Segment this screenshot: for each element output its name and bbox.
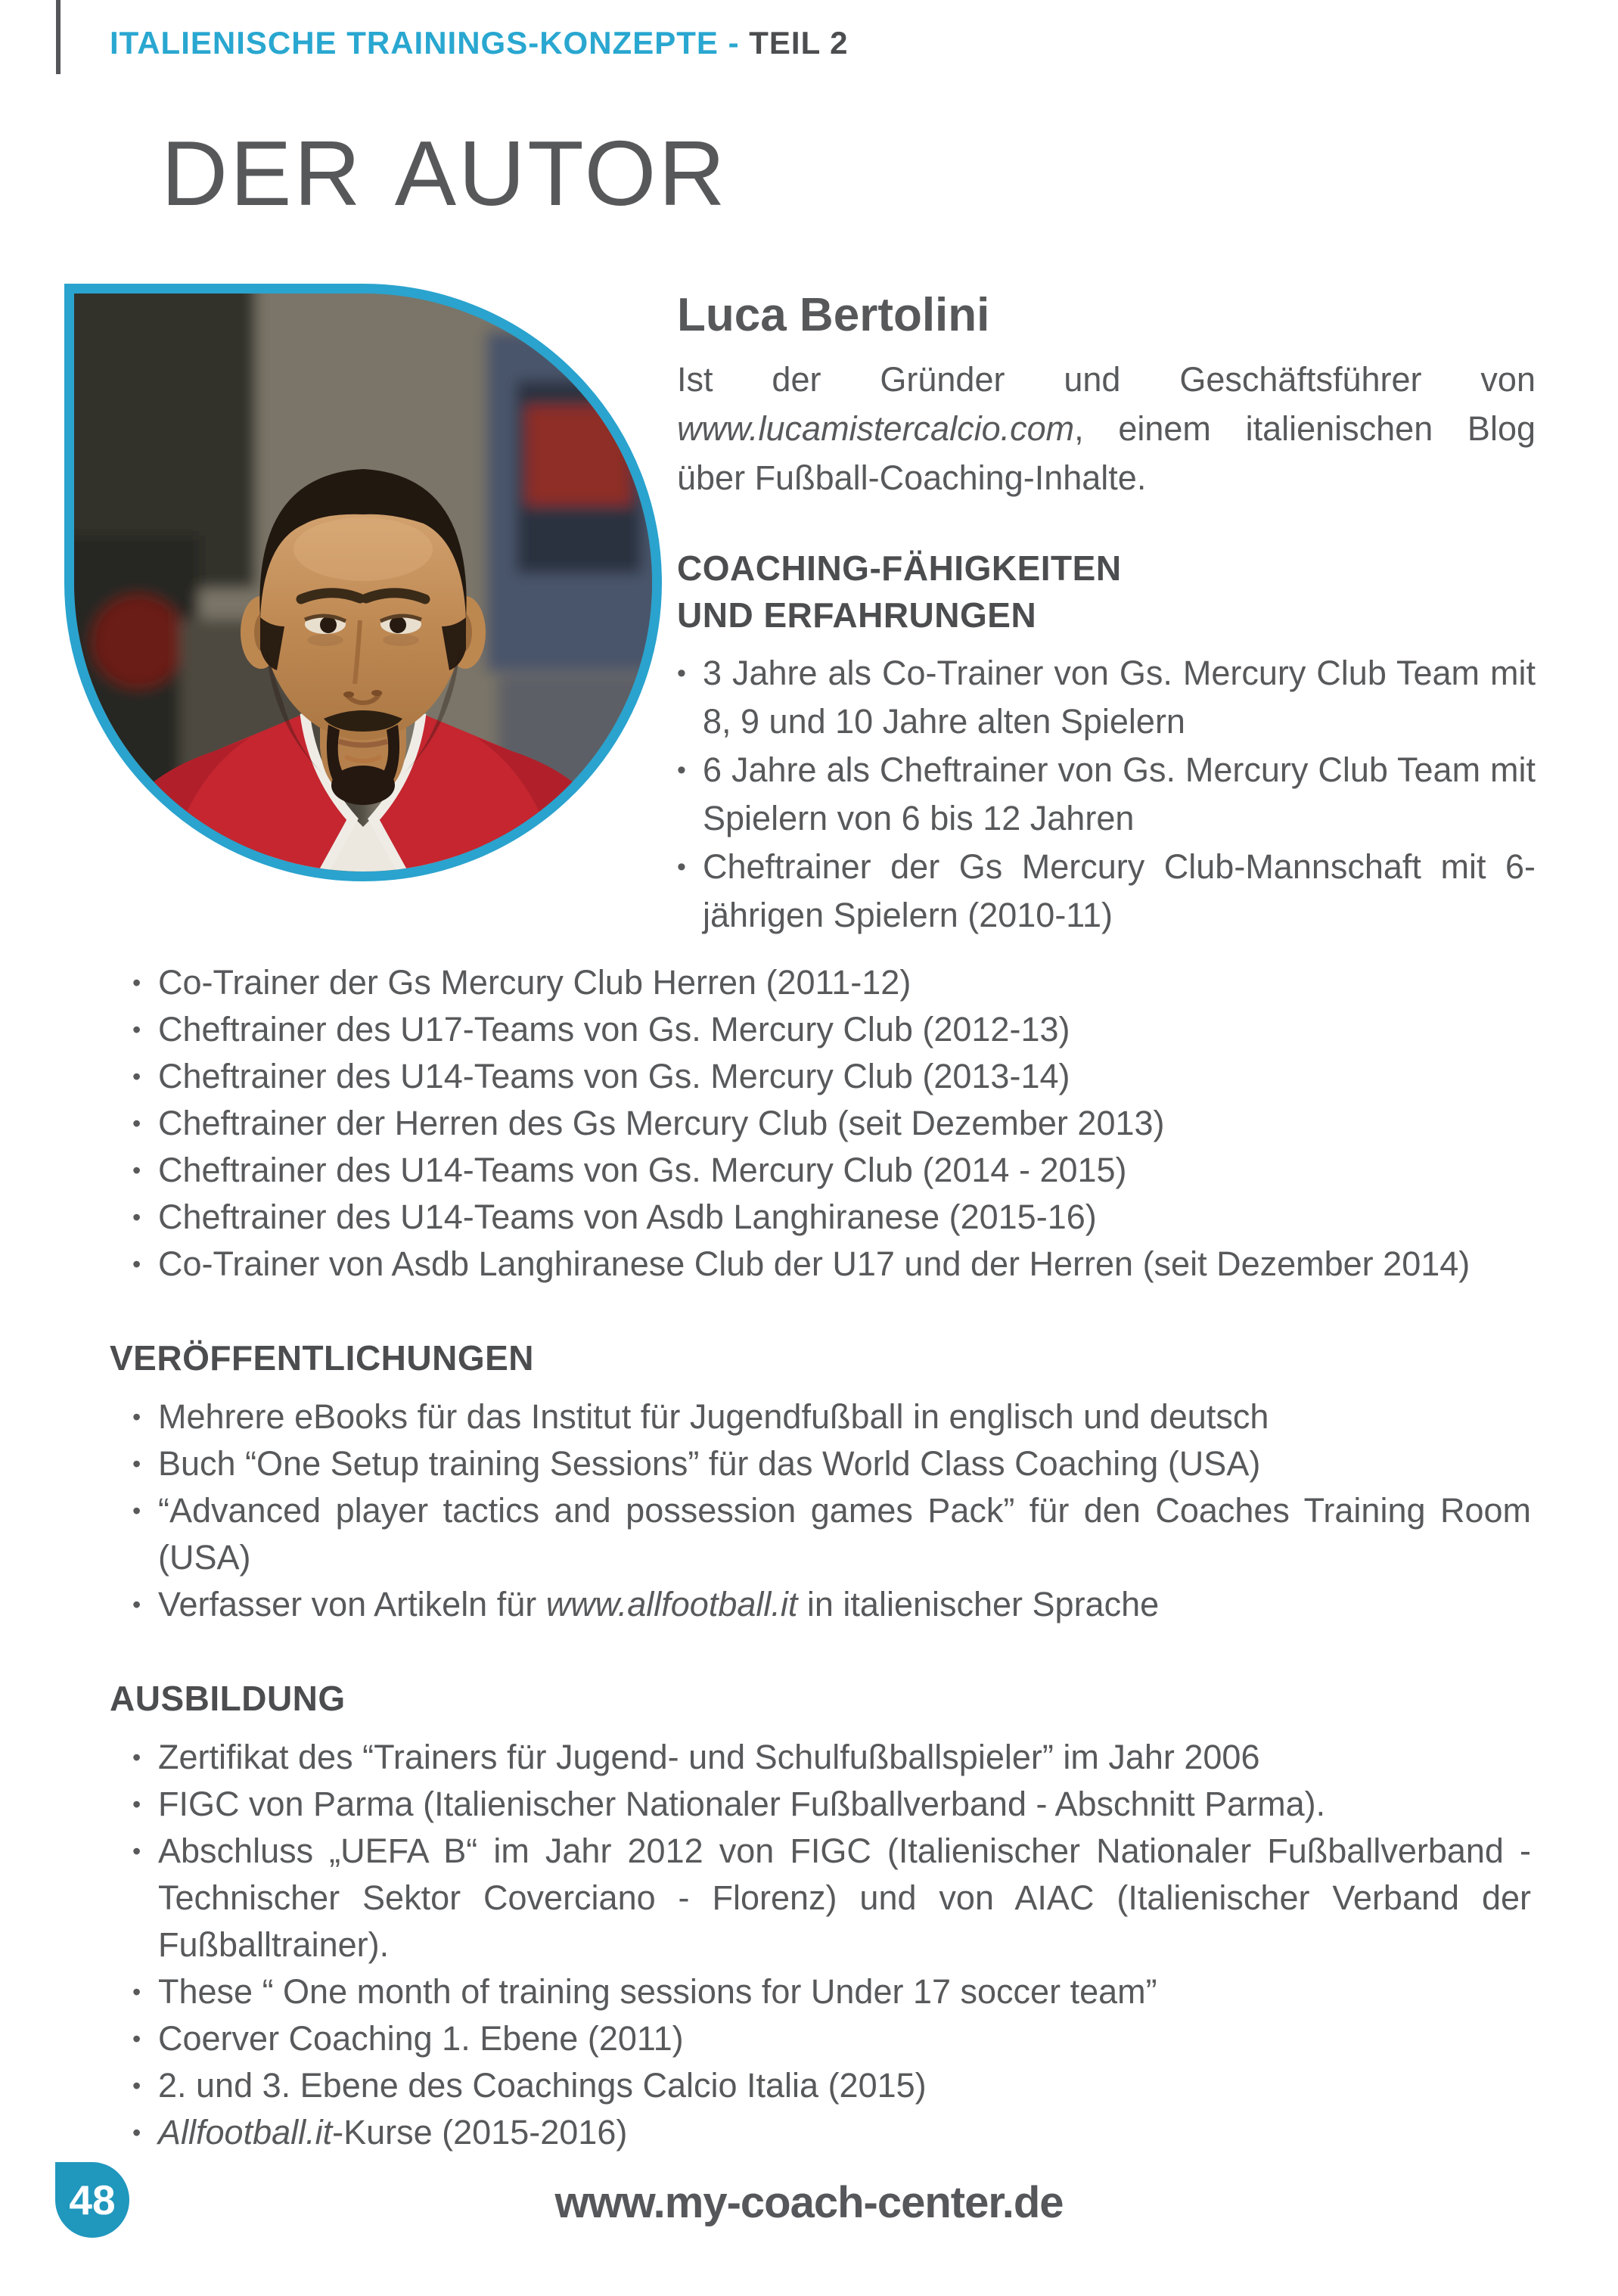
list-item-text: Zertifikat des “Trainers für Jugend- und Schulfußballspieler” im Jahr 2006 xyxy=(158,1738,1260,1776)
list-item xyxy=(132,1100,1531,1147)
bullet-marker xyxy=(132,1100,158,1147)
author-bio-column xyxy=(677,290,1536,940)
list-item xyxy=(677,843,1536,940)
list-item-text: Buch “One Setup training Sessions” für das World Class Coaching (USA) xyxy=(158,1444,1261,1483)
bullet-marker xyxy=(132,1968,158,2015)
list-item-text: 2. und 3. Ebene des Coachings Calcio Italia (2015) xyxy=(158,2066,927,2105)
bullet-marker xyxy=(132,1581,158,1628)
page-content xyxy=(57,284,1536,2156)
list-item-text xyxy=(158,2109,1531,2156)
list-item xyxy=(132,1581,1531,1628)
list-item xyxy=(132,959,1531,1006)
bullet-marker xyxy=(677,843,703,891)
list-item xyxy=(132,2062,1531,2109)
list-item xyxy=(132,1147,1531,1194)
bullet-marker xyxy=(132,2062,158,2109)
kicker-series-title: ITALIENISCHE TRAININGS-KONZEPTE - xyxy=(110,25,750,61)
bullet-marker xyxy=(132,1393,158,1440)
list-item-text: Co-Trainer der Gs Mercury Club Herren (2011-12) xyxy=(158,963,911,1002)
author-intro xyxy=(677,355,1536,502)
list-item-text: Mehrere eBooks für das Institut für Jugendfußball in englisch und deutsch xyxy=(158,1397,1269,1436)
author-blog-url: www.lucamistercalcio.com xyxy=(677,409,1075,449)
list-item-text xyxy=(158,1581,1531,1628)
publication-text-after: in italienischer Sprache xyxy=(797,1585,1160,1623)
bullet-marker xyxy=(132,1828,158,1875)
bullet-marker xyxy=(132,2015,158,2062)
course-text-rest: -Kurse (2015-2016) xyxy=(332,2113,628,2152)
bullet-marker xyxy=(132,1734,158,1781)
section-heading-coaching: COACHING-FÄHIGKEITEN UND ERFAHRUNGEN xyxy=(677,548,1122,635)
allfootball-url: www.allfootball.it xyxy=(545,1585,798,1623)
list-item-text: FIGC von Parma (Italienischer Nationaler Fußballverband - Abschnitt Parma). xyxy=(158,1785,1326,1823)
list-item-text: 6 Jahre als Cheftrainer von Gs. Mercury Club Team mit Spielern von 6 bis 12 Jahren xyxy=(703,750,1536,838)
list-item-text: Cheftrainer des U14-Teams von Asdb Langhiranese (2015-16) xyxy=(158,1198,1097,1236)
list-item xyxy=(132,1053,1531,1100)
list-item-text: Coerver Coaching 1. Ebene (2011) xyxy=(158,2019,684,2058)
list-item xyxy=(132,1781,1531,1828)
page-title: DER AUTOR xyxy=(161,122,728,225)
list-item-text: Cheftrainer des U14-Teams von Gs. Mercury Club (2013-14) xyxy=(158,1057,1070,1095)
section-heading-education: AUSBILDUNG xyxy=(110,1679,346,1718)
section-heading-publications: VERÖFFENTLICHUNGEN xyxy=(110,1338,534,1378)
author-name: Luca Bertolini xyxy=(677,289,990,341)
author-section xyxy=(57,284,1536,959)
list-item-text: 3 Jahre als Co-Trainer von Gs. Mercury Club Team mit 8, 9 und 10 Jahre alten Spielern xyxy=(703,654,1536,741)
header-rule xyxy=(56,0,61,74)
publication-text-before: Verfasser von Artikeln für xyxy=(158,1585,546,1623)
breadcrumb xyxy=(110,26,849,61)
bullet-marker xyxy=(132,1487,158,1534)
list-item xyxy=(132,1194,1531,1241)
list-item xyxy=(132,1393,1531,1440)
list-item xyxy=(132,1241,1531,1288)
list-item-text: “Advanced player tactics and possession games Pack” für den Coaches Training Room (USA) xyxy=(158,1491,1531,1577)
list-item-text: Cheftrainer des U14-Teams von Gs. Mercury Club (2014 - 2015) xyxy=(158,1151,1127,1189)
bullet-marker xyxy=(132,959,158,1006)
publications-list xyxy=(132,1393,1531,1628)
coaching-list-beside-photo xyxy=(677,649,1536,940)
page-number: 48 xyxy=(69,2176,116,2223)
education-list xyxy=(132,1734,1531,2156)
list-item xyxy=(132,1828,1531,1968)
list-item xyxy=(132,2109,1531,2156)
bullet-marker xyxy=(132,2109,158,2156)
list-item xyxy=(132,1734,1531,1781)
kicker-part-label: TEIL 2 xyxy=(749,25,849,61)
site-url: www.my-coach-center.de xyxy=(554,2178,1064,2227)
bullet-marker xyxy=(132,1781,158,1828)
allfootball-course-name: Allfootball.it xyxy=(158,2113,333,2152)
list-item xyxy=(132,2015,1531,2062)
author-photo xyxy=(64,284,662,881)
list-item-text: These “ One month of training sessions for Under 17 soccer team” xyxy=(158,1972,1157,2011)
portrait-illustration xyxy=(74,294,652,871)
list-item xyxy=(677,649,1536,746)
bullet-marker xyxy=(132,1440,158,1487)
bullet-marker xyxy=(132,1241,158,1288)
bullet-marker xyxy=(132,1053,158,1100)
list-item xyxy=(132,1487,1531,1581)
list-item xyxy=(677,746,1536,843)
bullet-marker xyxy=(132,1194,158,1241)
intro-text-before: Ist der Gründer und Geschäftsführer von xyxy=(677,360,1536,399)
list-item-text: Co-Trainer von Asdb Langhiranese Club der U17 und der Herren (seit Dezember 2014) xyxy=(158,1244,1470,1283)
list-item-text: Abschluss „UEFA B“ im Jahr 2012 von FIGC (Italienischer Nationaler Fußballverband - Technischer Sektor Coverciano - Florenz) und von AIAC (Italienischer Verband der Fußballtrainer). xyxy=(158,1832,1531,1964)
list-item xyxy=(132,1006,1531,1053)
list-item xyxy=(132,1968,1531,2015)
list-item xyxy=(132,1440,1531,1487)
bullet-marker xyxy=(677,649,703,697)
list-item-text: Cheftrainer der Herren des Gs Mercury Club (seit Dezember 2013) xyxy=(158,1104,1165,1142)
bullet-marker xyxy=(132,1147,158,1194)
list-item-text: Cheftrainer der Gs Mercury Club-Mannschaft mit 6-jährigen Spielern (2010-11) xyxy=(703,847,1536,935)
list-item-text: Cheftrainer des U17-Teams von Gs. Mercury Club (2012-13) xyxy=(158,1010,1070,1049)
intro-text-after: , einem italienischen Blog über Fußball-Coaching-Inhalte. xyxy=(677,409,1536,498)
coaching-list-full-width xyxy=(132,959,1531,1288)
bullet-marker xyxy=(132,1006,158,1053)
bullet-marker xyxy=(677,746,703,794)
